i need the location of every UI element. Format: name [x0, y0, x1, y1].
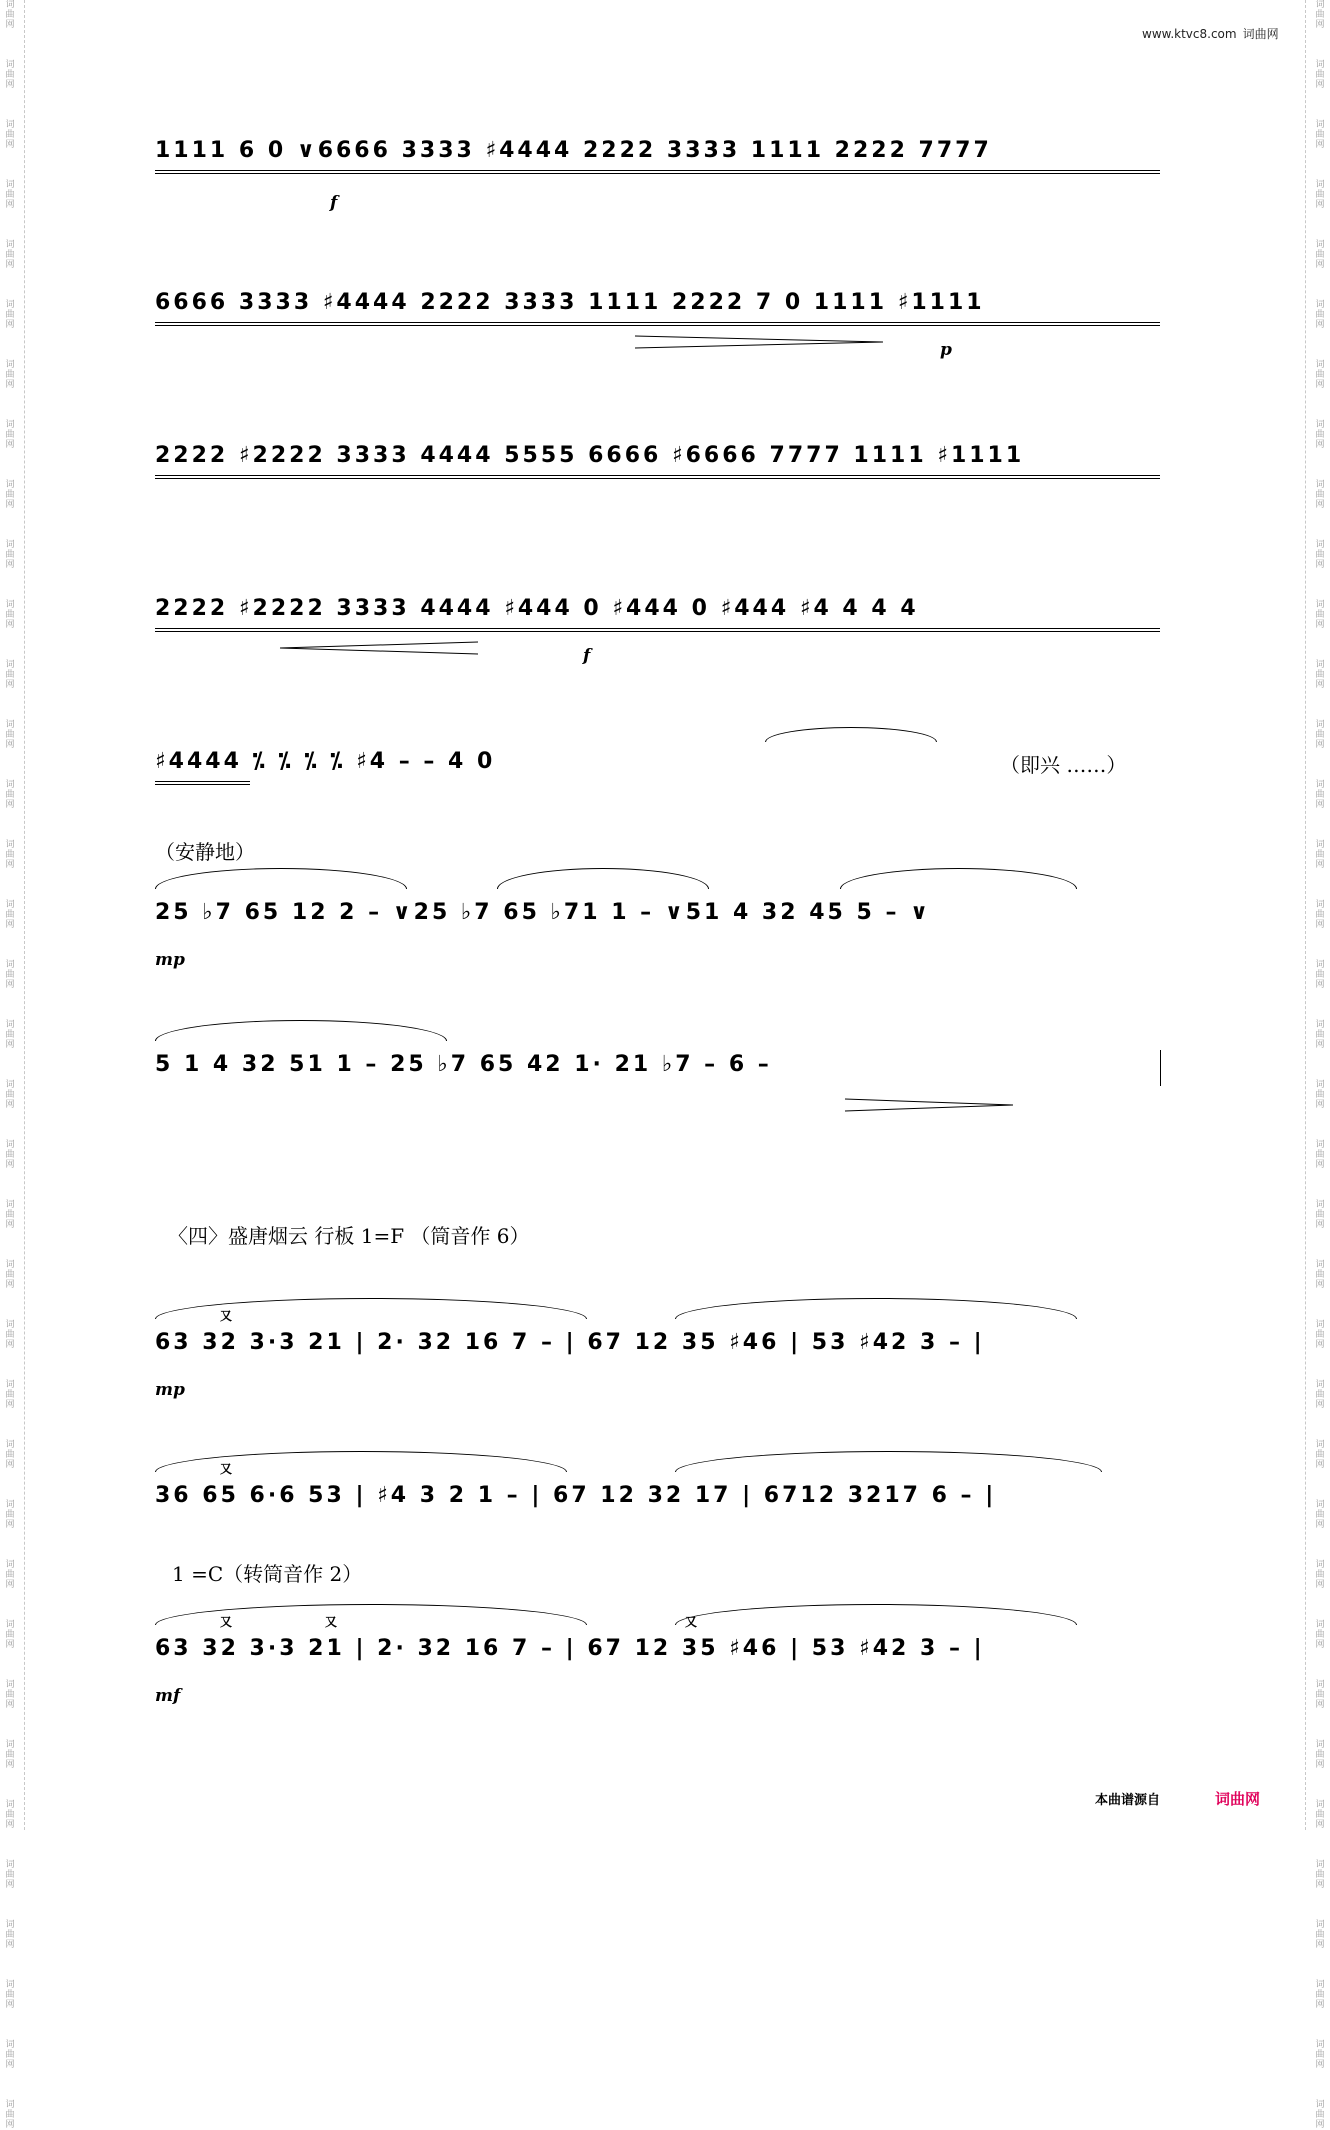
side-watermark-text: 词 曲 网 [1315, 360, 1325, 390]
side-watermark-text: 词 曲 网 [5, 1560, 15, 1590]
beam [155, 325, 1160, 326]
fingering-mark: 又 [685, 1615, 698, 1629]
side-watermark-text: 词 曲 网 [1315, 960, 1325, 990]
side-watermark-text: 词 曲 网 [5, 2040, 15, 2070]
side-watermark-text: 词 曲 网 [5, 960, 15, 990]
notes: 6666 3333 ♯4444 2222 3333 1111 2222 7 0 1111 ♯1111 [155, 290, 985, 315]
side-watermark-text: 词 曲 网 [1315, 1200, 1325, 1230]
side-watermark-text: 词 曲 网 [1315, 1800, 1325, 1830]
beam [155, 322, 1160, 323]
notes: 2222 ♯2222 3333 4444 5555 6666 ♯6666 7777 1111 ♯1111 [155, 443, 1025, 468]
left-margin-line [24, 0, 25, 1830]
side-watermark-text: 词 曲 网 [1315, 120, 1325, 150]
side-watermark-text: 词 曲 网 [5, 120, 15, 150]
beam [155, 781, 250, 782]
notes: 36 65 6·6 53 | ♯4 3 2 1 – | 67 12 32 17 | 6712 3217 6 – | [155, 1483, 997, 1508]
phrase-slur [497, 868, 709, 889]
final-barline [1160, 1050, 1161, 1086]
side-watermark-text: 词 曲 网 [1315, 840, 1325, 870]
right-margin-line [1305, 0, 1306, 1830]
side-watermark-text: 词 曲 网 [1315, 1500, 1325, 1530]
side-watermark-text: 词 曲 网 [1315, 1920, 1325, 1950]
side-watermark-text: 词 曲 网 [5, 1920, 15, 1950]
side-watermark-text: 词 曲 网 [1315, 1860, 1325, 1890]
beam [155, 631, 1160, 632]
source-label: 本曲谱源自 [1095, 1793, 1161, 1808]
side-watermark-text: 词 曲 网 [5, 540, 15, 570]
improvisation-note: （即兴 ……） [1000, 753, 1127, 777]
phrase-slur [155, 1451, 567, 1472]
side-watermark-text: 词 曲 网 [5, 1200, 15, 1230]
side-watermark-text: 词 曲 网 [1315, 480, 1325, 510]
side-watermark-text: 词 曲 网 [5, 1140, 15, 1170]
side-watermark-text: 词 曲 网 [5, 900, 15, 930]
side-watermark-text: 词 曲 网 [1315, 1740, 1325, 1770]
side-watermark-text: 词 曲 网 [5, 420, 15, 450]
phrase-slur [840, 868, 1077, 889]
tempo-marking: （安静地） [155, 840, 255, 864]
notes: 2222 ♯2222 3333 4444 ♯444 0 ♯444 0 ♯444 ♯4 4 4 4 [155, 596, 919, 621]
phrase-slur [675, 1451, 1102, 1472]
notes: 25 ♭7 65 12 2 – ∨25 ♭7 65 ♭71 1 – ∨51 4 32 45 5 – ∨ [155, 900, 931, 925]
phrase-slur [155, 1020, 447, 1041]
key-change: 1 =C（转筒音作 2） [172, 1562, 363, 1586]
side-watermark-text: 词 曲 网 [5, 780, 15, 810]
beam [155, 784, 250, 785]
side-watermark-text: 词 曲 网 [5, 1260, 15, 1290]
side-watermark-text: 词 曲 网 [1315, 1380, 1325, 1410]
side-watermark-text: 词 曲 网 [5, 1620, 15, 1650]
tie-slur [765, 727, 937, 742]
side-watermark-text: 词 曲 网 [5, 480, 15, 510]
side-watermark-text: 词 曲 网 [1315, 420, 1325, 450]
brand-logo[interactable]: 词曲网 [1215, 1790, 1261, 1808]
side-watermark-text: 词 曲 网 [5, 360, 15, 390]
side-watermark-text: 词 曲 网 [1315, 300, 1325, 330]
beam [155, 478, 1160, 479]
side-watermark-text: 词 曲 网 [1315, 1560, 1325, 1590]
side-watermark-text: 词 曲 网 [5, 660, 15, 690]
side-watermark-text: 词 曲 网 [1315, 720, 1325, 750]
crescendo-hairpin [280, 640, 480, 656]
side-watermark-text: 词 曲 网 [5, 1800, 15, 1830]
side-watermark-text: 词 曲 网 [1315, 1320, 1325, 1350]
fingering-mark: 又 [220, 1309, 233, 1323]
right-watermark-strip [1312, 0, 1328, 2130]
side-watermark-text: 词 曲 网 [5, 1680, 15, 1710]
side-watermark-text: 词 曲 网 [5, 0, 15, 30]
phrase-slur [675, 1604, 1077, 1625]
dynamic-mark: mp [155, 1380, 185, 1400]
side-watermark-text: 词 曲 网 [5, 300, 15, 330]
side-watermark-text: 词 曲 网 [5, 1740, 15, 1770]
beam [155, 170, 1160, 171]
side-watermark-text: 词 曲 网 [5, 180, 15, 210]
notes: 5 1 4 32 51 1 – 25 ♭7 65 42 1· 21 ♭7 – 6 – [155, 1052, 772, 1077]
side-watermark-text: 词 曲 网 [1315, 2040, 1325, 2070]
beam [155, 475, 1160, 476]
footer [1095, 1788, 1260, 1809]
phrase-slur [155, 868, 407, 889]
side-watermark-text: 词 曲 网 [5, 1980, 15, 2010]
side-watermark-text: 词 曲 网 [5, 2100, 15, 2130]
site-name: 词曲网 [1242, 27, 1279, 41]
side-watermark-text: 词 曲 网 [1315, 240, 1325, 270]
side-watermark-text: 词 曲 网 [5, 60, 15, 90]
beam [155, 173, 1160, 174]
notes: 63 32 3·3 21 | 2· 32 16 7 – | 67 12 35 ♯46 | 53 ♯42 3 – | [155, 1330, 985, 1355]
notes: 1111 6 0 ∨6666 3333 ♯4444 2222 3333 1111 2222 7777 [155, 138, 992, 163]
notes: 63 32 3·3 21 | 2· 32 16 7 – | 67 12 35 ♯46 | 53 ♯42 3 – | [155, 1636, 985, 1661]
side-watermark-text: 词 曲 网 [1315, 2100, 1325, 2130]
side-watermark-text: 词 曲 网 [5, 1020, 15, 1050]
dynamic-mark: f [583, 646, 591, 666]
side-watermark-text: 词 曲 网 [1315, 1680, 1325, 1710]
section-title: 〈四〉盛唐烟云 行板 1=F （筒音作 6） [168, 1224, 530, 1248]
side-watermark-text: 词 曲 网 [5, 240, 15, 270]
fingering-mark: 又 [325, 1615, 338, 1629]
side-watermark-text: 词 曲 网 [1315, 1080, 1325, 1110]
decrescendo-hairpin [635, 334, 885, 350]
side-watermark-text: 词 曲 网 [1315, 540, 1325, 570]
side-watermark-text: 词 曲 网 [5, 1380, 15, 1410]
side-watermark-text: 词 曲 网 [5, 720, 15, 750]
side-watermark-text: 词 曲 网 [1315, 1140, 1325, 1170]
side-watermark-text: 词 曲 网 [5, 1080, 15, 1110]
dynamic-mark: mf [155, 1686, 181, 1706]
side-watermark-text: 词 曲 网 [1315, 780, 1325, 810]
left-watermark-strip [2, 0, 18, 2130]
site-url[interactable]: www.ktvc8.com [1142, 27, 1237, 41]
fingering-mark: 又 [220, 1462, 233, 1476]
dynamic-mark: p [940, 340, 952, 360]
side-watermark-text: 词 曲 网 [1315, 900, 1325, 930]
side-watermark-text: 词 曲 网 [1315, 0, 1325, 30]
side-watermark-text: 词 曲 网 [5, 1500, 15, 1530]
side-watermark-text: 词 曲 网 [5, 600, 15, 630]
fingering-mark: 又 [220, 1615, 233, 1629]
side-watermark-text: 词 曲 网 [5, 1320, 15, 1350]
side-watermark-text: 词 曲 网 [1315, 660, 1325, 690]
beam [155, 628, 1160, 629]
side-watermark-text: 词 曲 网 [1315, 180, 1325, 210]
side-watermark-text: 词 曲 网 [5, 840, 15, 870]
side-watermark-text: 词 曲 网 [5, 1440, 15, 1470]
dynamic-mark: f [330, 193, 338, 213]
side-watermark-text: 词 曲 网 [5, 1860, 15, 1890]
side-watermark-text: 词 曲 网 [1315, 60, 1325, 90]
side-watermark-text: 词 曲 网 [1315, 1020, 1325, 1050]
side-watermark-text: 词 曲 网 [1315, 1980, 1325, 2010]
side-watermark-text: 词 曲 网 [1315, 600, 1325, 630]
side-watermark-text: 词 曲 网 [1315, 1620, 1325, 1650]
dynamic-mark: mp [155, 950, 185, 970]
side-watermark-text: 词 曲 网 [1315, 1260, 1325, 1290]
phrase-slur [675, 1298, 1077, 1319]
notes: ♯4444 ⁒ ⁒ ⁒ ⁒ ♯4 – – 4 0 [155, 749, 496, 774]
side-watermark-text: 词 曲 网 [1315, 1440, 1325, 1470]
decrescendo-hairpin [845, 1097, 1015, 1113]
site-header[interactable] [1142, 25, 1279, 42]
